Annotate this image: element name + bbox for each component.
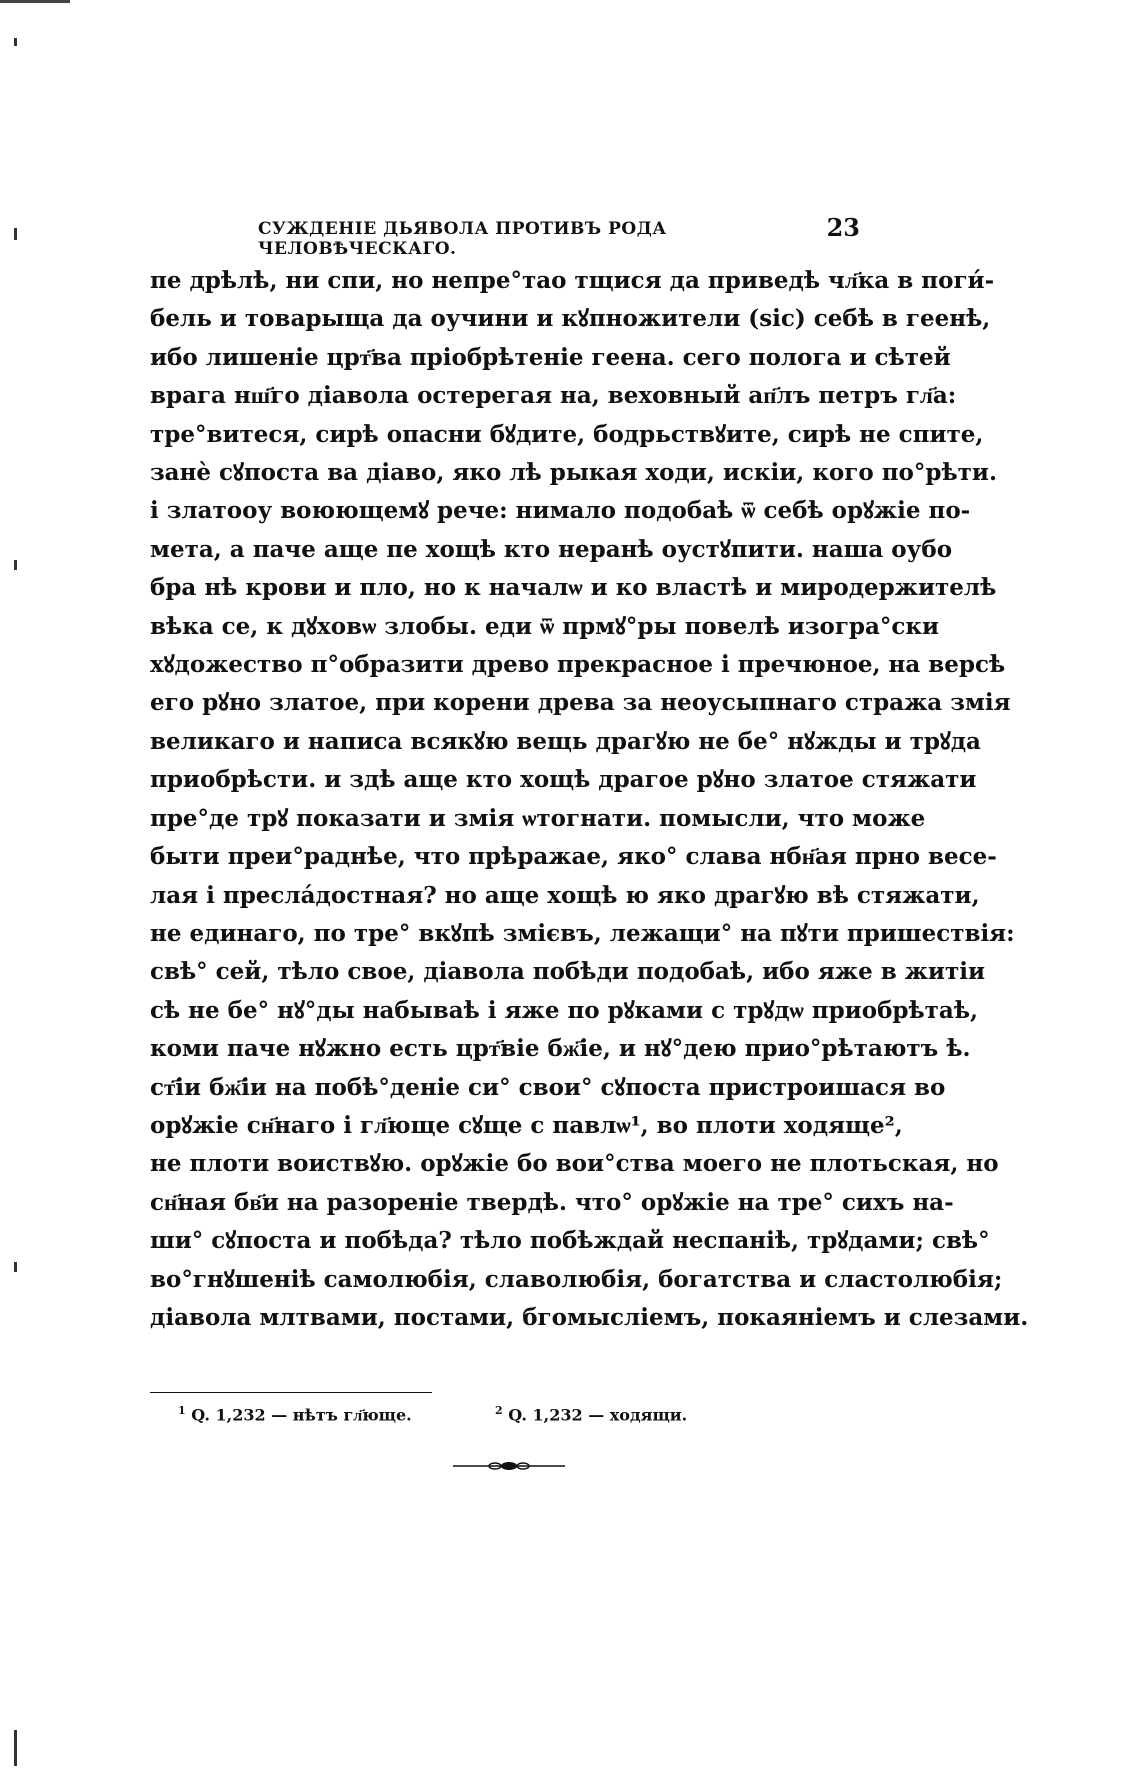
text-line: орꙋжіе сн҃наго і гл҃юще сꙋще с павлѡ¹, во плоти ходяще², [150,1111,903,1139]
margin-mark [14,1262,17,1272]
text-line: лая і преслáдостная? но аще хощѣ ю яко драгꙋю вѣ стяжати, [150,881,980,909]
text-line: ши° сꙋпоста и побѣда? тѣло побѣждай неспаніѣ, трꙋдами; свѣ° [150,1227,990,1255]
text-line: во°гнꙋшеніѣ самолюбія, славолюбія, богатства и сластолюбія; [150,1265,1003,1293]
body-text [150,262,1029,1337]
text-line: і златооу воюющемꙋ рече: нимало подобаѣ ѿ себѣ орꙋжіе по- [150,497,971,525]
footnotes [150,1404,870,1432]
text-line: быти преи°раднѣе, что прѣражае, яко° слава нбн҃ая прно весе- [150,843,997,871]
end-ornament [453,1460,565,1472]
page-number: 23 [826,213,860,242]
footnote-text: Q. 1,232 — нѣтъ гл҃юще. [191,1405,412,1425]
text-line: врага нш҃го діавола остерегая на, веховный ап҃лъ петръ гл҃а: [150,382,957,410]
text-line: сѣ не бе° нꙋ°ды набываѣ і яже по рꙋками с трꙋдѡ приобрѣтаѣ, [150,996,979,1024]
text-line: ибо лишеніе црт҃ва пріобрѣтеніе геена. сего пологa и сѣтей [150,343,951,371]
text-line: приобрѣсти. и здѣ аще кто хощѣ драгое рꙋно златое стяжати [150,766,977,794]
text-line: діавола млтвами, постами, бгомысліемъ, покаяніемъ и слезами. [150,1303,1029,1331]
text-line: сн҃ная бв҃и на разореніе твердѣ. что° орꙋжіе на тре° сихъ на- [150,1188,954,1216]
page-header [150,213,870,259]
text-line: бра нѣ крови и пло, но к началѡ и ко властѣ и миродержителѣ [150,574,997,602]
text-line: тре°витеся, сирѣ опасни бꙋдите, бодрьствꙋите, сирѣ не спите, [150,420,984,448]
margin-mark [14,560,17,570]
text-line: коми паче нꙋжно есть црт҃віе бж҃іе, и нꙋ°дею прио°рѣтаютъ ѣ. [150,1035,971,1063]
text-line: мета, а паче аще пе хощѣ кто неранѣ оустꙋпити. наша оубо [150,535,953,563]
margin-mark [14,1730,17,1766]
text-line: не плоти воиствꙋю. орꙋжіе бо вои°ства моего не плотьская, но [150,1150,999,1178]
text-line: пре°де трꙋ показати и змія ѡтогнати. помысли, что може [150,804,926,832]
footnote-mark: 2 [495,1404,503,1417]
running-title: СУЖДЕНІЕ ДЬЯВОЛА ПРОТИВЪ РОДА ЧЕЛОВѢЧЕСКАГО. [258,219,667,259]
footnote-1 [178,1404,412,1425]
text-line: ст҃іи бж҃іи на побѣ°деніе си° свои° сꙋпоста пристроишася во [150,1073,946,1101]
scan-edge-mark [0,0,70,3]
margin-mark [14,38,17,46]
text-line: бель и товарыща да оучини и кꙋпножители (sic) себѣ в геенѣ, [150,305,991,333]
text-line: его рꙋно златое, при корени древа за неоусыпнаго стража змія [150,689,1011,717]
footnote-rule [150,1392,432,1393]
text-line: не единаго, по тре° вкꙋпѣ змієвъ, лежащи° на пꙋти пришествія: [150,919,1015,947]
text-line: вѣка се, к дꙋховѡ злобы. еди ѿ прмꙋ°ры повелѣ изогра°ски [150,612,940,640]
text-line: занѐ сꙋпоста ва діаво, яко лѣ рыкая ходи, искіи, кого по°рѣти. [150,459,997,487]
footnote-mark: 1 [178,1404,186,1417]
footnote-2 [495,1404,687,1424]
text-line: свѣ° сей, тѣло свое, діавола побѣди подобаѣ, ибо яже в житіи [150,958,986,986]
text-line: пе дрѣлѣ, ни спи, но непре°тао тщися да приведѣ чл҃ка в поги́- [150,267,995,294]
footnote-text: Q. 1,232 — ходящи. [508,1405,688,1425]
margin-mark [14,228,17,240]
text-line: великаго и написа всякꙋю вещь драгꙋю не бе° нꙋжды и трꙋда [150,727,981,755]
text-line: хꙋдожество п°образити древо прекрасное і пречюное, на версѣ [150,651,1006,679]
